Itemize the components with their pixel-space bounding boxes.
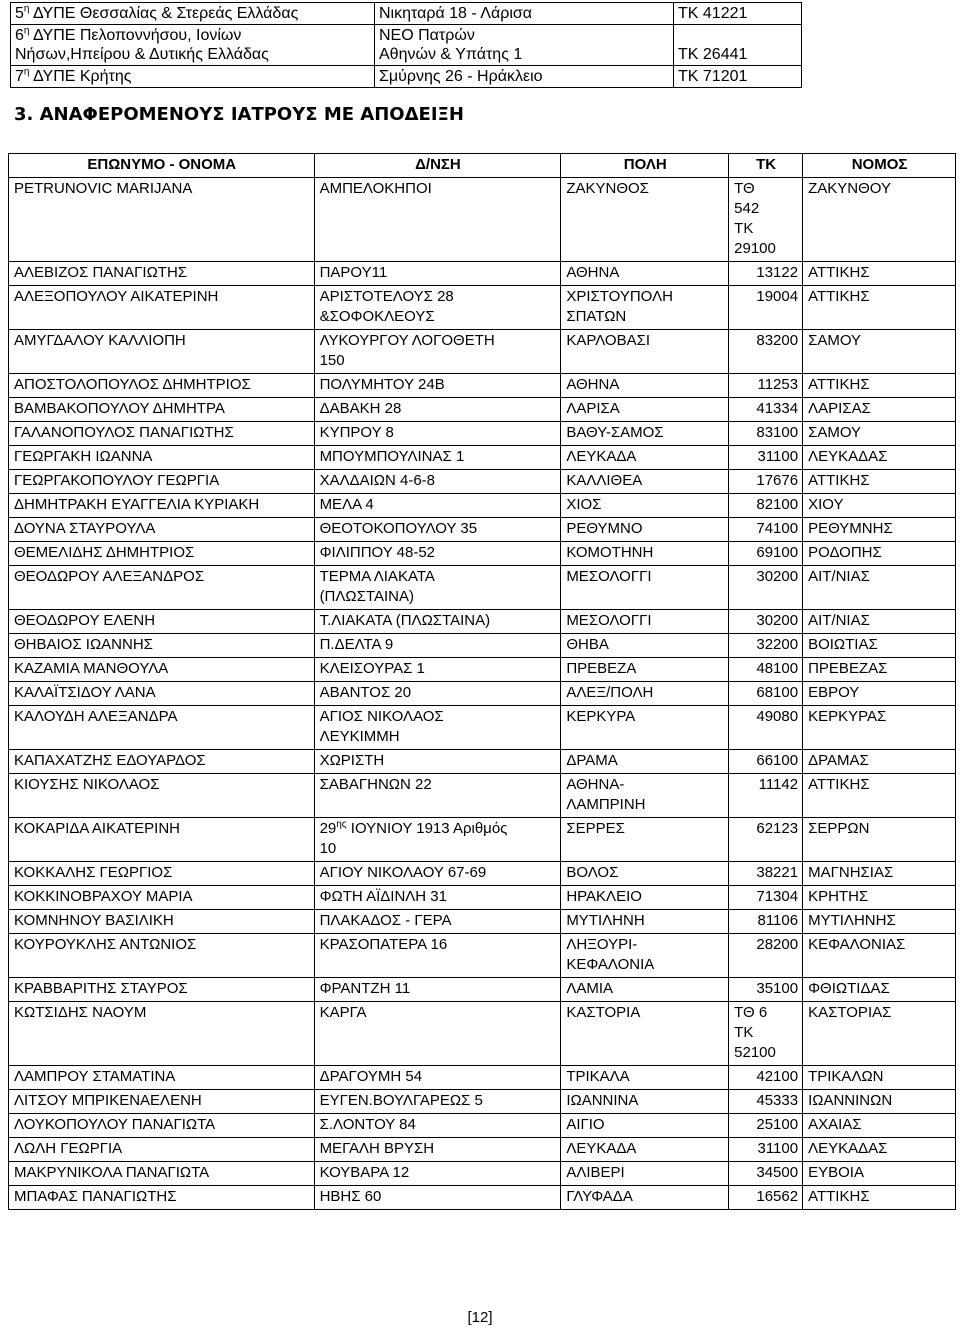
doctor-city: ΖΑΚΥΝΘΟΣ bbox=[561, 178, 729, 262]
doctor-postcode: 48100 bbox=[729, 658, 803, 682]
doctor-address: ΜΕΓΑΛΗ ΒΡΥΣΗ bbox=[314, 1138, 561, 1162]
doctor-city: ΧΡΙΣΤΟΥΠΟΛΗ ΣΠΑΤΩΝ bbox=[561, 286, 729, 330]
table-row bbox=[9, 818, 956, 862]
doctor-prefecture: ΜΑΓΝΗΣΙΑΣ bbox=[803, 862, 956, 886]
doctor-name: ΑΠΟΣΤΟΛΟΠΟΥΛΟΣ ΔΗΜΗΤΡΙΟΣ bbox=[9, 374, 315, 398]
table-row bbox=[9, 330, 956, 374]
doctor-city: ΛΕΥΚΑΔΑ bbox=[561, 446, 729, 470]
table-row bbox=[9, 286, 956, 330]
doctor-name: ΚΟΚΚΑΛΗΣ ΓΕΩΡΓΙΟΣ bbox=[9, 862, 315, 886]
doctor-prefecture: ΚΑΣΤΟΡΙΑΣ bbox=[803, 1002, 956, 1066]
table-row bbox=[9, 682, 956, 706]
doctor-postcode: 38221 bbox=[729, 862, 803, 886]
doctor-name: ΚΟΥΡΟΥΚΛΗΣ ΑΝΤΩΝΙΟΣ bbox=[9, 934, 315, 978]
doctor-name: ΘΗΒΑΙΟΣ ΙΩΑΝΝΗΣ bbox=[9, 634, 315, 658]
doctor-prefecture: ΦΘΙΩΤΙΔΑΣ bbox=[803, 978, 956, 1002]
doctor-address: ΦΡΑΝΤΖΗ 11 bbox=[314, 978, 561, 1002]
doctor-address: ΔΡΑΓΟΥΜΗ 54 bbox=[314, 1066, 561, 1090]
doctor-prefecture: ΑΤΤΙΚΗΣ bbox=[803, 1186, 956, 1210]
office-postcode: ΤΚ 41221 bbox=[674, 3, 802, 25]
doctor-postcode: 11142 bbox=[729, 774, 803, 818]
doctor-postcode: 11253 bbox=[729, 374, 803, 398]
table-row bbox=[9, 1162, 956, 1186]
doctor-address: ΜΕΛΑ 4 bbox=[314, 494, 561, 518]
office-ordinal: 5 bbox=[15, 5, 24, 22]
doctor-prefecture: ΔΡΑΜΑΣ bbox=[803, 750, 956, 774]
doctor-postcode: 13122 bbox=[729, 262, 803, 286]
header-name: ΕΠΩΝΥΜΟ - ΟΝΟΜΑ bbox=[9, 154, 315, 178]
office-address bbox=[375, 66, 674, 88]
table-row bbox=[9, 1090, 956, 1114]
table-row bbox=[9, 518, 956, 542]
doctor-city: ΙΩΑΝΝΙΝΑ bbox=[561, 1090, 729, 1114]
doctor-name: ΒΑΜΒΑΚΟΠΟΥΛΟΥ ΔΗΜΗΤΡΑ bbox=[9, 398, 315, 422]
doctor-prefecture: ΛΕΥΚΑΔΑΣ bbox=[803, 1138, 956, 1162]
doctor-name: ΓΑΛΑΝΟΠΟΥΛΟΣ ΠΑΝΑΓΙΩΤΗΣ bbox=[9, 422, 315, 446]
doctor-address: ΔΑΒΑΚΗ 28 bbox=[314, 398, 561, 422]
doctor-prefecture: ΚΕΦΑΛΟΝΙΑΣ bbox=[803, 934, 956, 978]
table-row bbox=[9, 494, 956, 518]
doctor-postcode: 16562 bbox=[729, 1186, 803, 1210]
office-address-line2: Αθηνών & Υπάτης 1 bbox=[379, 46, 523, 63]
doctor-city: ΚΑΛΛΙΘΕΑ bbox=[561, 470, 729, 494]
office-ordinal-suffix: η bbox=[23, 3, 30, 15]
doctor-prefecture: ΠΡΕΒΕΖΑΣ bbox=[803, 658, 956, 682]
office-postcode: ΤΚ 26441 bbox=[674, 25, 802, 66]
office-address-text: Σμύρνης 26 - Ηράκλειο bbox=[379, 68, 543, 85]
doctor-city: ΛΑΜΙΑ bbox=[561, 978, 729, 1002]
doctor-city: ΛΕΥΚΑΔΑ bbox=[561, 1138, 729, 1162]
table-row bbox=[9, 422, 956, 446]
doctor-postcode: 74100 bbox=[729, 518, 803, 542]
doctor-address: ΠΟΛΥΜΗΤΟΥ 24Β bbox=[314, 374, 561, 398]
doctor-name: ΔΗΜΗΤΡΑΚΗ ΕΥΑΓΓΕΛΙΑ ΚΥΡΙΑΚΗ bbox=[9, 494, 315, 518]
doctor-prefecture: ΛΕΥΚΑΔΑΣ bbox=[803, 446, 956, 470]
doctor-city: ΜΥΤΙΛΗΝΗ bbox=[561, 910, 729, 934]
office-name bbox=[11, 3, 375, 25]
doctor-postcode: 34500 bbox=[729, 1162, 803, 1186]
doctor-postcode: 81106 bbox=[729, 910, 803, 934]
doctor-address: ΘΕΟΤΟΚΟΠΟΥΛΟΥ 35 bbox=[314, 518, 561, 542]
doctor-prefecture: ΑΧΑΙΑΣ bbox=[803, 1114, 956, 1138]
doctor-prefecture: ΙΩΑΝΝΙΝΩΝ bbox=[803, 1090, 956, 1114]
doctor-name: ΚΑΠΑΧΑΤΖΗΣ ΕΔΟΥΑΡΔΟΣ bbox=[9, 750, 315, 774]
doctor-name: ΚΙΟΥΣΗΣ ΝΙΚΟΛΑΟΣ bbox=[9, 774, 315, 818]
doctor-postcode: 28200 bbox=[729, 934, 803, 978]
doctor-name: ΓΕΩΡΓΑΚΟΠΟΥΛΟΥ ΓΕΩΡΓΙΑ bbox=[9, 470, 315, 494]
doctor-address: ΑΜΠΕΛΟΚΗΠΟΙ bbox=[314, 178, 561, 262]
table-row bbox=[9, 374, 956, 398]
doctor-city: ΔΡΑΜΑ bbox=[561, 750, 729, 774]
header-prefecture: ΝΟΜΟΣ bbox=[803, 154, 956, 178]
office-name-text: ΔΥΠΕ Πελοποννήσου, Ιονίων bbox=[33, 27, 242, 44]
doctor-prefecture: ΑΤΤΙΚΗΣ bbox=[803, 470, 956, 494]
doctor-city: ΑΛΙΒΕΡΙ bbox=[561, 1162, 729, 1186]
doctor-address: ΑΓΙΟΣ ΝΙΚΟΛΑΟΣ ΛΕΥΚΙΜΜΗ bbox=[314, 706, 561, 750]
doctor-prefecture: ΣΕΡΡΩΝ bbox=[803, 818, 956, 862]
doctor-address: ΑΓΙΟΥ ΝΙΚΟΛΑΟΥ 67-69 bbox=[314, 862, 561, 886]
doctor-name: ΛΩΛΗ ΓΕΩΡΓΙΑ bbox=[9, 1138, 315, 1162]
doctor-prefecture: ΒΟΙΩΤΙΑΣ bbox=[803, 634, 956, 658]
doctor-address: ΑΒΑΝΤΟΣ 20 bbox=[314, 682, 561, 706]
doctor-prefecture: ΤΡΙΚΑΛΩΝ bbox=[803, 1066, 956, 1090]
doctor-name: ΚΑΛΑΪΤΣΙΔΟΥ ΛΑΝΑ bbox=[9, 682, 315, 706]
doctor-postcode: 30200 bbox=[729, 610, 803, 634]
doctor-postcode: 31100 bbox=[729, 446, 803, 470]
office-name-line2: Νήσων,Ηπείρου & Δυτικής Ελλάδας bbox=[15, 46, 269, 63]
office-address-text: ΝΕΟ Πατρών bbox=[379, 27, 475, 44]
table-row bbox=[9, 886, 956, 910]
doctor-prefecture: ΑΙΤ/ΝΙΑΣ bbox=[803, 610, 956, 634]
doctor-postcode: 32200 bbox=[729, 634, 803, 658]
doctor-address: ΤΕΡΜΑ ΛΙΑΚΑΤΑ (ΠΛΩΣΤΑΙΝΑ) bbox=[314, 566, 561, 610]
doctor-address: ΚΛΕΙΣΟΥΡΑΣ 1 bbox=[314, 658, 561, 682]
doctor-city: ΘΗΒΑ bbox=[561, 634, 729, 658]
doctor-postcode: 25100 bbox=[729, 1114, 803, 1138]
doctor-address: ΧΩΡΙΣΤΗ bbox=[314, 750, 561, 774]
doctor-prefecture: ΑΤΤΙΚΗΣ bbox=[803, 374, 956, 398]
doctor-name: ΑΛΕΒΙΖΟΣ ΠΑΝΑΓΙΩΤΗΣ bbox=[9, 262, 315, 286]
table-row bbox=[9, 1114, 956, 1138]
doctor-prefecture: ΛΑΡΙΣΑΣ bbox=[803, 398, 956, 422]
doctor-name: ΛΑΜΠΡΟΥ ΣΤΑΜΑΤΙΝΑ bbox=[9, 1066, 315, 1090]
doctor-name: ΘΕΜΕΛΙΔΗΣ ΔΗΜΗΤΡΙΟΣ bbox=[9, 542, 315, 566]
doctor-city: ΡΕΘΥΜΝΟ bbox=[561, 518, 729, 542]
doctor-address: Σ.ΛΟΝΤΟΥ 84 bbox=[314, 1114, 561, 1138]
doctor-address: ΜΠΟΥΜΠΟΥΛΙΝΑΣ 1 bbox=[314, 446, 561, 470]
ordinal-suffix: ης bbox=[336, 819, 347, 830]
doctor-postcode: 30200 bbox=[729, 566, 803, 610]
doctor-name: ΘΕΟΔΩΡΟΥ ΑΛΕΞΑΝΔΡΟΣ bbox=[9, 566, 315, 610]
header-city: ΠΟΛΗ bbox=[561, 154, 729, 178]
doctor-address: ΑΡΙΣΤΟΤΕΛΟΥΣ 28 &ΣΟΦΟΚΛΕΟΥΣ bbox=[314, 286, 561, 330]
doctor-city: ΚΕΡΚΥΡΑ bbox=[561, 706, 729, 750]
office-name-text: ΔΥΠΕ Κρήτης bbox=[33, 68, 132, 85]
doctor-name: ΚΑΛΟΥΔΗ ΑΛΕΞΑΝΔΡΑ bbox=[9, 706, 315, 750]
doctor-name: ΓΕΩΡΓΑΚΗ ΙΩΑΝΝΑ bbox=[9, 446, 315, 470]
office-row bbox=[11, 25, 802, 66]
doctor-address: ΚΑΡΓΑ bbox=[314, 1002, 561, 1066]
doctor-postcode: 83200 bbox=[729, 330, 803, 374]
doctor-city: ΑΘΗΝΑ bbox=[561, 374, 729, 398]
doctor-city: ΠΡΕΒΕΖΑ bbox=[561, 658, 729, 682]
doctor-city: ΑΘΗΝΑ- ΛΑΜΠΡΙΝΗ bbox=[561, 774, 729, 818]
doctor-postcode: 17676 bbox=[729, 470, 803, 494]
doctor-prefecture: ΧΙΟΥ bbox=[803, 494, 956, 518]
table-row bbox=[9, 178, 956, 262]
doctor-prefecture: ΡΕΘΥΜΝΗΣ bbox=[803, 518, 956, 542]
doctor-name: ΛΟΥΚΟΠΟΥΛΟΥ ΠΑΝΑΓΙΩΤΑ bbox=[9, 1114, 315, 1138]
doctor-city: ΒΑΘΥ-ΣΑΜΟΣ bbox=[561, 422, 729, 446]
doctor-name: ΚΟΚΑΡΙΔΑ ΑΙΚΑΤΕΡΙΝΗ bbox=[9, 818, 315, 862]
doctor-prefecture: ΣΑΜΟΥ bbox=[803, 422, 956, 446]
doctor-name: ΑΛΕΞΟΠΟΥΛΟΥ ΑΙΚΑΤΕΡΙΝΗ bbox=[9, 286, 315, 330]
doctor-postcode: 42100 bbox=[729, 1066, 803, 1090]
table-row bbox=[9, 910, 956, 934]
doctor-city: ΜΕΣΟΛΟΓΓΙ bbox=[561, 610, 729, 634]
doctor-name: ΚΡΑΒΒΑΡΙΤΗΣ ΣΤΑΥΡΟΣ bbox=[9, 978, 315, 1002]
office-address bbox=[375, 3, 674, 25]
doctor-name: ΜΑΚΡΥΝΙΚΟΛΑ ΠΑΝΑΓΙΩΤΑ bbox=[9, 1162, 315, 1186]
doctor-address: Π.ΔΕΛΤΑ 9 bbox=[314, 634, 561, 658]
doctor-prefecture: ΑΙΤ/ΝΙΑΣ bbox=[803, 566, 956, 610]
doctor-city: ΣΕΡΡΕΣ bbox=[561, 818, 729, 862]
office-address-text: Νικηταρά 18 - Λάρισα bbox=[379, 5, 532, 22]
doctor-city: ΚΟΜΟΤΗΝΗ bbox=[561, 542, 729, 566]
doctors-table bbox=[8, 153, 956, 1210]
doctor-name: ΛΙΤΣΟΥ ΜΠΡΙΚΕΝΑΕΛΕΝΗ bbox=[9, 1090, 315, 1114]
doctor-postcode: 68100 bbox=[729, 682, 803, 706]
table-row bbox=[9, 634, 956, 658]
doctor-name: PETRUNOVIC MARIJANA bbox=[9, 178, 315, 262]
doctor-postcode: 49080 bbox=[729, 706, 803, 750]
doctor-postcode: ΤΘ 6 ΤΚ 52100 bbox=[729, 1002, 803, 1066]
table-row bbox=[9, 398, 956, 422]
doctor-city: ΛΑΡΙΣΑ bbox=[561, 398, 729, 422]
table-row bbox=[9, 978, 956, 1002]
doctor-address: ΛΥΚΟΥΡΓΟΥ ΛΟΓΟΘΕΤΗ 150 bbox=[314, 330, 561, 374]
doctor-prefecture: ΑΤΤΙΚΗΣ bbox=[803, 774, 956, 818]
doctor-postcode: 45333 bbox=[729, 1090, 803, 1114]
header-address: Δ/ΝΣΗ bbox=[314, 154, 561, 178]
table-row bbox=[9, 1138, 956, 1162]
doctor-address: ΠΑΡΟΥ11 bbox=[314, 262, 561, 286]
office-ordinal: 7 bbox=[15, 68, 24, 85]
doctor-postcode: 62123 bbox=[729, 818, 803, 862]
table-row bbox=[9, 706, 956, 750]
doctor-address: ΧΑΛΔΑΙΩΝ 4-6-8 bbox=[314, 470, 561, 494]
table-row bbox=[9, 774, 956, 818]
table-row bbox=[9, 934, 956, 978]
doctor-name: ΜΠΑΦΑΣ ΠΑΝΑΓΙΩΤΗΣ bbox=[9, 1186, 315, 1210]
table-row bbox=[9, 658, 956, 682]
doctor-address: ΕΥΓΕΝ.ΒΟΥΛΓΑΡΕΩΣ 5 bbox=[314, 1090, 561, 1114]
office-name bbox=[11, 25, 375, 66]
doctor-city: ΑΘΗΝΑ bbox=[561, 262, 729, 286]
doctor-postcode: 66100 bbox=[729, 750, 803, 774]
page-number: [12] bbox=[467, 1309, 493, 1326]
doctor-address: $29^{\eta\varsigma}$ ΙΟΥΝΙΟΥ 1913 Αριθμός 10 bbox=[314, 818, 561, 862]
doctor-prefecture: ΜΥΤΙΛΗΝΗΣ bbox=[803, 910, 956, 934]
doctor-name: ΚΟΜΝΗΝΟΥ ΒΑΣΙΛΙΚΗ bbox=[9, 910, 315, 934]
doctor-prefecture: ΖΑΚΥΝΘΟΥ bbox=[803, 178, 956, 262]
doctor-city: ΑΛΕΞ/ΠΟΛΗ bbox=[561, 682, 729, 706]
table-row bbox=[9, 1186, 956, 1210]
regional-offices-table bbox=[10, 2, 802, 88]
table-row bbox=[9, 446, 956, 470]
doctor-address: ΣΑΒΑΓΗΝΩΝ 22 bbox=[314, 774, 561, 818]
doctor-prefecture: ΕΥΒΟΙΑ bbox=[803, 1162, 956, 1186]
doctor-city: ΚΑΣΤΟΡΙΑ bbox=[561, 1002, 729, 1066]
doctor-name: ΚΩΤΣΙΔΗΣ ΝΑΟΥΜ bbox=[9, 1002, 315, 1066]
doctor-address: ΠΛΑΚΑΔΟΣ - ΓΕΡΑ bbox=[314, 910, 561, 934]
doctor-address: ΚΟΥΒΑΡΑ 12 bbox=[314, 1162, 561, 1186]
table-row bbox=[9, 1002, 956, 1066]
doctor-name: ΔΟΥΝΑ ΣΤΑΥΡΟΥΛΑ bbox=[9, 518, 315, 542]
table-row bbox=[9, 262, 956, 286]
doctor-prefecture: ΑΤΤΙΚΗΣ bbox=[803, 262, 956, 286]
table-row bbox=[9, 470, 956, 494]
doctor-city: ΒΟΛΟΣ bbox=[561, 862, 729, 886]
doctor-postcode: 35100 bbox=[729, 978, 803, 1002]
doctor-address: Τ.ΛΙΑΚΑΤΑ (ΠΛΩΣΤΑΙΝΑ) bbox=[314, 610, 561, 634]
doctor-postcode: 41334 bbox=[729, 398, 803, 422]
office-name bbox=[11, 66, 375, 88]
doctor-prefecture: ΚΡΗΤΗΣ bbox=[803, 886, 956, 910]
table-row bbox=[9, 862, 956, 886]
doctor-postcode: ΤΘ 542 ΤΚ 29100 bbox=[729, 178, 803, 262]
office-row bbox=[11, 3, 802, 25]
doctor-prefecture: ΑΤΤΙΚΗΣ bbox=[803, 286, 956, 330]
doctor-address: ΚΥΠΡΟΥ 8 bbox=[314, 422, 561, 446]
table-row bbox=[9, 1066, 956, 1090]
doctor-city: ΚΑΡΛΟΒΑΣΙ bbox=[561, 330, 729, 374]
doctor-postcode: 71304 bbox=[729, 886, 803, 910]
doctor-address: ΚΡΑΣΟΠΑΤΕΡΑ 16 bbox=[314, 934, 561, 978]
doctor-name: ΚΑΖΑΜΙΑ ΜΑΝΘΟΥΛΑ bbox=[9, 658, 315, 682]
doctor-city: ΗΡΑΚΛΕΙΟ bbox=[561, 886, 729, 910]
doctor-prefecture: ΡΟΔΟΠΗΣ bbox=[803, 542, 956, 566]
section-title: 3. ΑΝΑΦΕΡΟΜΕΝΟΥΣ ΙΑΤΡΟΥΣ ΜΕ ΑΠΟΔΕΙΞΗ bbox=[14, 104, 464, 125]
doctor-postcode: 82100 bbox=[729, 494, 803, 518]
doctor-prefecture: ΕΒΡΟΥ bbox=[803, 682, 956, 706]
header-postcode: ΤΚ bbox=[729, 154, 803, 178]
doctor-postcode: 69100 bbox=[729, 542, 803, 566]
doctor-name: ΚΟΚΚΙΝΟΒΡΑΧΟΥ ΜΑΡΙΑ bbox=[9, 886, 315, 910]
table-row bbox=[9, 610, 956, 634]
doctor-name: ΑΜΥΓΔΑΛΟΥ ΚΑΛΛΙΟΠΗ bbox=[9, 330, 315, 374]
office-name-text: ΔΥΠΕ Θεσσαλίας & Στερεάς Ελλάδας bbox=[33, 5, 299, 22]
office-ordinal-suffix: η bbox=[23, 25, 30, 37]
doctor-address: ΦΙΛΙΠΠΟΥ 48-52 bbox=[314, 542, 561, 566]
office-address bbox=[375, 25, 674, 66]
doctor-prefecture: ΚΕΡΚΥΡΑΣ bbox=[803, 706, 956, 750]
table-header-row bbox=[9, 154, 956, 178]
doctor-prefecture: ΣΑΜΟΥ bbox=[803, 330, 956, 374]
table-row bbox=[9, 566, 956, 610]
office-ordinal: 6 bbox=[15, 27, 24, 44]
doctor-city: ΓΛΥΦΑΔΑ bbox=[561, 1186, 729, 1210]
doctor-city: ΜΕΣΟΛΟΓΓΙ bbox=[561, 566, 729, 610]
doctor-address: ΦΩΤΗ ΑΪΔΙΝΛΗ 31 bbox=[314, 886, 561, 910]
doctor-postcode: 31100 bbox=[729, 1138, 803, 1162]
office-ordinal-suffix: η bbox=[23, 66, 30, 78]
doctor-city: ΧΙΟΣ bbox=[561, 494, 729, 518]
doctor-postcode: 83100 bbox=[729, 422, 803, 446]
doctor-name: ΘΕΟΔΩΡΟΥ ΕΛΕΝΗ bbox=[9, 610, 315, 634]
doctor-city: ΑΙΓΙΟ bbox=[561, 1114, 729, 1138]
office-postcode: ΤΚ 71201 bbox=[674, 66, 802, 88]
doctor-city: ΤΡΙΚΑΛΑ bbox=[561, 1066, 729, 1090]
doctor-city: ΛΗΞΟΥΡΙ- ΚΕΦΑΛΟΝΙΑ bbox=[561, 934, 729, 978]
table-row bbox=[9, 750, 956, 774]
doctor-postcode: 19004 bbox=[729, 286, 803, 330]
office-row bbox=[11, 66, 802, 88]
doctor-address: ΗΒΗΣ 60 bbox=[314, 1186, 561, 1210]
table-row bbox=[9, 542, 956, 566]
